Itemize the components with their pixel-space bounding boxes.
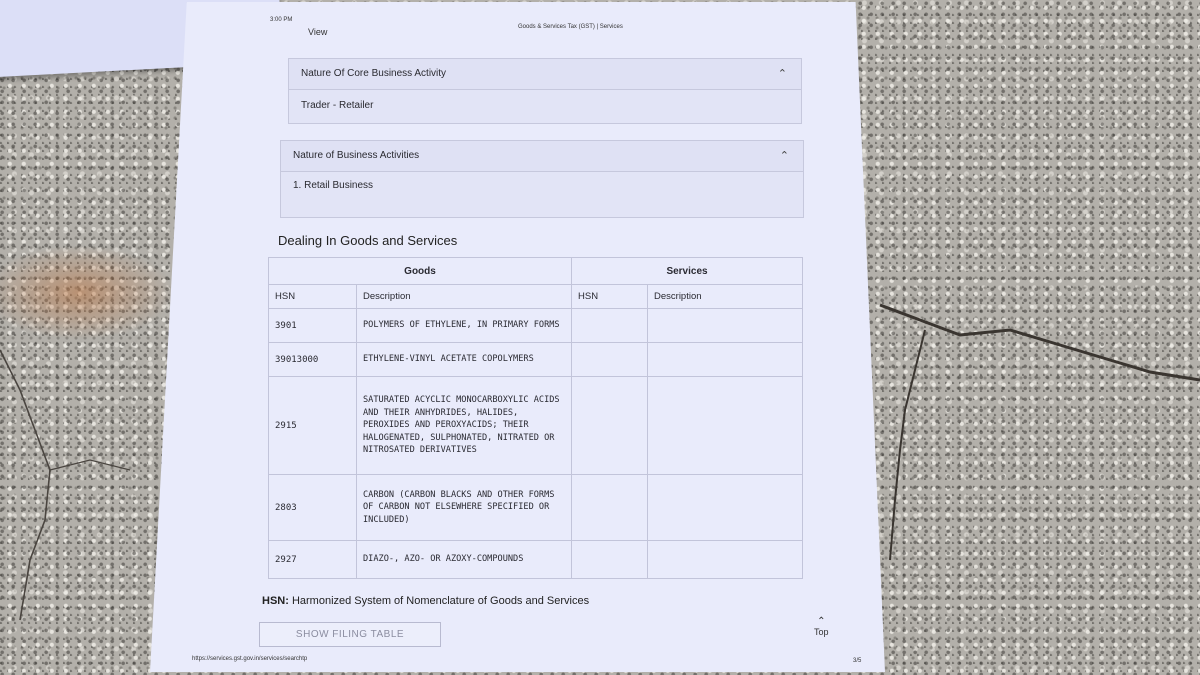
service-hsn-empty: [572, 541, 648, 579]
service-desc-empty: [648, 309, 803, 343]
show-filing-table-button[interactable]: SHOW FILING TABLE: [259, 622, 441, 647]
top-link[interactable]: [814, 617, 829, 637]
hsn-code: 2803: [269, 475, 357, 541]
print-time: 3:00 PM: [270, 17, 293, 23]
hsn-footnote: [262, 595, 589, 607]
collapse-caret-icon[interactable]: ⌃: [779, 150, 789, 162]
chevron-up-icon: ⌃: [817, 616, 826, 627]
hsn-footnote-text: Harmonized System of Nomenclature of Goods and Services: [288, 595, 590, 607]
services-hsn-col: HSN: [572, 285, 648, 309]
footer-url: https://services.gst.gov.in/services/searchtp: [192, 656, 308, 662]
goods-description-col: Description: [357, 285, 572, 309]
goods-services-table: [268, 257, 803, 579]
goods-header: Goods: [269, 258, 572, 285]
page-header-title: Goods & Services Tax (GST) | Services: [518, 24, 623, 30]
hsn-footnote-label: HSN:: [262, 595, 289, 607]
table-row: [269, 343, 803, 377]
goods-description: SATURATED ACYCLIC MONOCARBOXYLIC ACIDS AND THEIR ANHYDRIDES, HALIDES, PEROXIDES AND PEROXYACIDS; THEIR HALOGENATED, SULPHONATED, NITRATED OR NITROSATED DERIVATIVES: [357, 377, 572, 475]
table-row: [269, 475, 803, 541]
core-activity-panel: [288, 58, 802, 124]
top-link-label: Top: [814, 627, 829, 637]
business-activities-panel: [280, 140, 804, 218]
goods-hsn-col: HSN: [269, 285, 357, 309]
services-header: Services: [572, 258, 803, 285]
business-activity-item: 1. Retail Business: [293, 180, 374, 191]
service-hsn-empty: [572, 343, 648, 377]
core-activity-value: Trader - Retailer: [301, 100, 374, 111]
collapse-caret-icon[interactable]: ⌃: [777, 68, 787, 80]
service-desc-empty: [648, 377, 803, 475]
business-activities-header[interactable]: [281, 141, 803, 172]
service-hsn-empty: [572, 475, 648, 541]
goods-description: ETHYLENE-VINYL ACETATE COPOLYMERS: [357, 343, 572, 377]
view-link[interactable]: View: [308, 27, 328, 37]
hsn-code: 39013000: [269, 343, 357, 377]
business-activities-heading: Nature of Business Activities: [293, 150, 420, 161]
table-row: [269, 377, 803, 475]
service-hsn-empty: [572, 309, 648, 343]
table-row: [269, 541, 803, 579]
hsn-code: 3901: [269, 309, 357, 343]
goods-description: CARBON (CARBON BLACKS AND OTHER FORMS OF CARBON NOT ELSEWHERE SPECIFIED OR INCLUDED): [357, 475, 572, 541]
service-desc-empty: [648, 541, 803, 579]
service-desc-empty: [648, 475, 803, 541]
table-row: [269, 309, 803, 343]
goods-description: DIAZO-, AZO- OR AZOXY-COMPOUNDS: [357, 541, 572, 579]
core-activity-heading: Nature Of Core Business Activity: [301, 68, 447, 79]
dealing-section-title: Dealing In Goods and Services: [278, 233, 458, 248]
goods-description: POLYMERS OF ETHYLENE, IN PRIMARY FORMS: [357, 309, 572, 343]
hsn-code: 2915: [269, 377, 357, 475]
footer-page-number: 3/5: [853, 658, 862, 664]
services-description-col: Description: [648, 285, 803, 309]
service-hsn-empty: [572, 377, 648, 475]
hsn-code: 2927: [269, 541, 357, 579]
service-desc-empty: [648, 343, 803, 377]
core-activity-header[interactable]: [289, 59, 801, 90]
